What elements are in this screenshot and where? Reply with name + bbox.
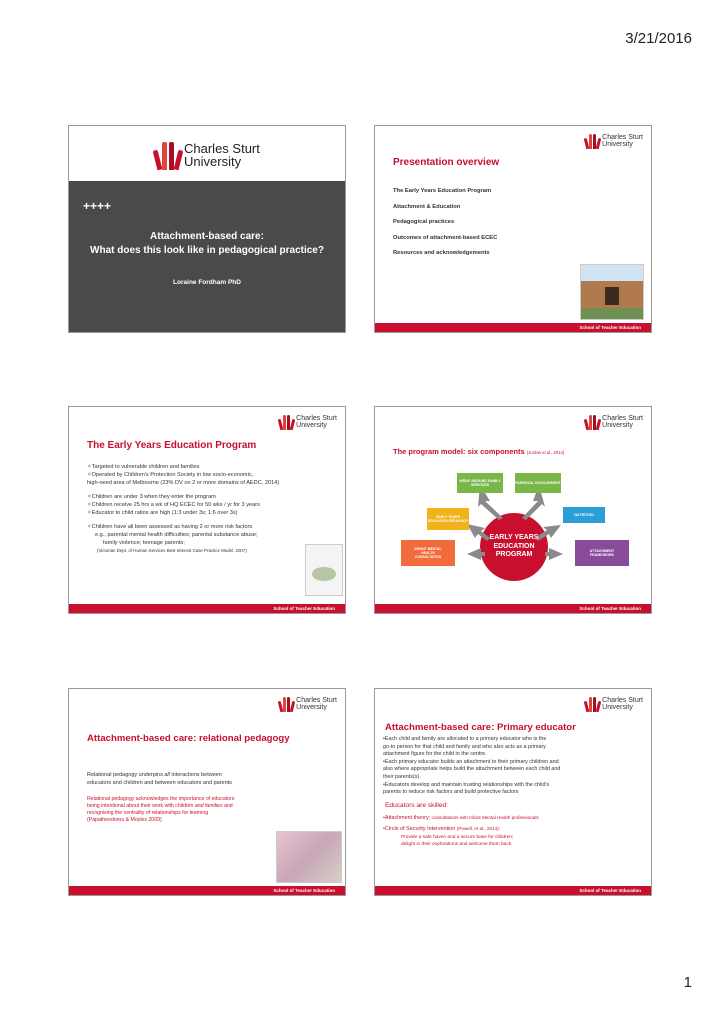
model-heading (393, 447, 564, 456)
bullet-cont: their parents(s). (383, 773, 421, 780)
text: Relational pedagogy underpins (87, 772, 165, 778)
bullet-cont: e.g., parental mental health difficulties; parental substance abuse; (95, 532, 258, 538)
page-date: 3/21/2016 (625, 30, 692, 47)
dark-panel (69, 181, 345, 332)
slide-title (68, 125, 346, 333)
text-emphasis: and families (194, 803, 223, 809)
csu-logo-icon (585, 133, 599, 149)
list-item: Pedagogical practices (393, 219, 455, 225)
bullet: ✧Children receive 25 hrs a wk of HQ ECEC for 50 wks / yr for 3 years (87, 502, 260, 508)
csu-logo (585, 696, 643, 712)
relational-para-1 (87, 772, 232, 787)
text: : (498, 825, 501, 832)
relational-para-2 (87, 796, 234, 824)
csu-logo-icon (279, 414, 293, 430)
primary-bullets (383, 736, 647, 797)
model-citation: (Jordan et al., 2014) (526, 450, 565, 455)
box-parental-label: PARENTAL INVOLVEMENT (515, 480, 561, 485)
classroom-photo (276, 831, 342, 883)
logo-line1: Charles Sturt (602, 697, 643, 704)
text: Relational pedagogy acknowledges the importance of educators (87, 796, 235, 802)
box-attach-label: ATTACHMENT FRAMEWORK (589, 548, 615, 557)
logo-line2: University (296, 422, 327, 429)
text: •Circle of Security Intervention (383, 825, 457, 832)
text: educators and children and between educators and parents (87, 779, 232, 786)
box-imh-label: INFANT MENTAL HEALTH CONSULTATION (414, 546, 442, 560)
bullet: •Each primary educator builds an attachment to their primary children and (383, 758, 559, 765)
bullet: •Educators develop and maintain trusting relationships with the child's (383, 781, 550, 788)
list-item: Attachment & Education (393, 203, 461, 210)
bullet: ✧Targeted to vulnerable children and families (87, 464, 200, 470)
skilled-list (383, 813, 539, 848)
list-item: Outcomes of attachment-based ECEC (393, 234, 498, 241)
bullet: ✧Children have all been assessed as having 2 or more risk factors (87, 524, 253, 530)
csu-logo-icon (585, 696, 599, 712)
skilled-heading: Educators are skilled: (385, 802, 449, 809)
list-item: The Early Years Education Program (393, 188, 492, 194)
logo-line1: Charles Sturt (184, 141, 260, 156)
csu-logo (585, 133, 643, 149)
primary-heading: Attachment-based care: Primary educator (385, 722, 576, 733)
slide-model (374, 406, 652, 614)
bullet-cont: parents to reduce risk factors and build protective factors (383, 789, 519, 796)
bullet: ✧Operated by Children's Protection Society in low socio-economic, (87, 472, 254, 478)
footer: School of Teacher Education (69, 886, 345, 895)
text: and (222, 803, 233, 809)
slide-overview (374, 125, 652, 333)
logo-line1: Charles Sturt (296, 415, 337, 422)
eyep-bullets (87, 463, 337, 555)
page-number: 1 (683, 974, 692, 991)
csu-logo-icon (585, 414, 599, 430)
csu-logo (279, 696, 337, 712)
footer: School of Teacher Education (375, 323, 651, 332)
text: recognising the centrality of relationships for learning (87, 810, 209, 816)
logo-line1: Charles Sturt (602, 134, 643, 141)
bullet: ✧Educator to child ratios are high (1:3 under 3s; 1:6 over 3s) (87, 510, 238, 516)
source-note: (Victorian Dept. of Human Services Best Interest Case Practice Model, 2007) (97, 548, 247, 553)
slide-eyep (68, 406, 346, 614)
plus-mark: ++++ (83, 199, 112, 213)
text: (Papatheodorou & Moyles 2009) (87, 817, 162, 823)
logo-line2: University (602, 422, 633, 429)
logo-line2: University (184, 154, 242, 169)
bullet: ✧Children are under 3 when they enter the program (87, 494, 216, 500)
bullet: •Each child and family are allocated to a primary educator who is the (383, 736, 547, 742)
logo-line2: University (602, 704, 633, 711)
csu-logo (585, 414, 643, 430)
footer: School of Teacher Education (375, 886, 651, 895)
overview-heading: Presentation overview (393, 157, 500, 168)
csu-logo-icon (279, 696, 293, 712)
text: delight in their explorations and welcome them back. (401, 842, 513, 848)
bullet-cont: also where appropriate helps build the attachment between each child and (383, 766, 561, 773)
logo-line2: University (602, 141, 633, 148)
overview-list (393, 184, 497, 262)
csu-logo (155, 140, 260, 170)
list-item: Resources and acknowledgements (393, 250, 490, 256)
title-line-1: Attachment-based care: (150, 231, 264, 242)
logo-line2: University (296, 704, 327, 711)
bullet-cont: high-need area of Melbourne (23% DV on 2 or more domains of AEDC, 2014) (87, 480, 280, 486)
report-cover-image (305, 544, 343, 596)
text: Provide a safe haven and a secure base for children; (401, 835, 514, 841)
box-wrap-label: WRAP AROUND FAMILY SERVICES (459, 478, 501, 487)
slide-title-text (69, 230, 345, 258)
footer: School of Teacher Education (69, 604, 345, 613)
box-eyp-label: EARLY YEARS EDUCATION PEDAGOGY (427, 514, 469, 523)
text: consultations with Infant Mental Health professionals (431, 815, 539, 820)
text: being intentional about their work with children (87, 803, 195, 809)
csu-logo-icon (155, 140, 181, 170)
slide-primary-educator (374, 688, 652, 896)
logo-line1: Charles Sturt (296, 697, 337, 704)
slide-relational (68, 688, 346, 896)
bullet-cont: family violence; teenage parents; (103, 540, 185, 546)
author: Loraine Fordham PhD (173, 279, 241, 286)
text: •Attachment theory: (383, 815, 432, 821)
box-nutrition-label: NUTRITION (574, 513, 594, 517)
eyep-heading: The Early Years Education Program (87, 440, 257, 451)
bullet-cont: go-to person for that child and family and who also acts as a primary (383, 743, 546, 750)
centre-photo (580, 264, 644, 320)
logo-line1: Charles Sturt (602, 415, 643, 422)
bullet-cont: attachment figure for the child in the centre. (383, 751, 487, 758)
model-heading-text: The program model: six components (393, 447, 525, 456)
text: interactions between (169, 772, 222, 778)
footer: School of Teacher Education (375, 604, 651, 613)
text-emphasis: all (164, 772, 170, 778)
title-line-2: What does this look like in pedagogical practice? (90, 245, 324, 256)
relational-heading: Attachment-based care: relational pedagogy (87, 733, 290, 744)
center-label: EARLY YEARS EDUCATION PROGRAM (489, 534, 539, 559)
csu-logo (279, 414, 337, 430)
text: (Powell, et al., 2014) (456, 825, 499, 831)
